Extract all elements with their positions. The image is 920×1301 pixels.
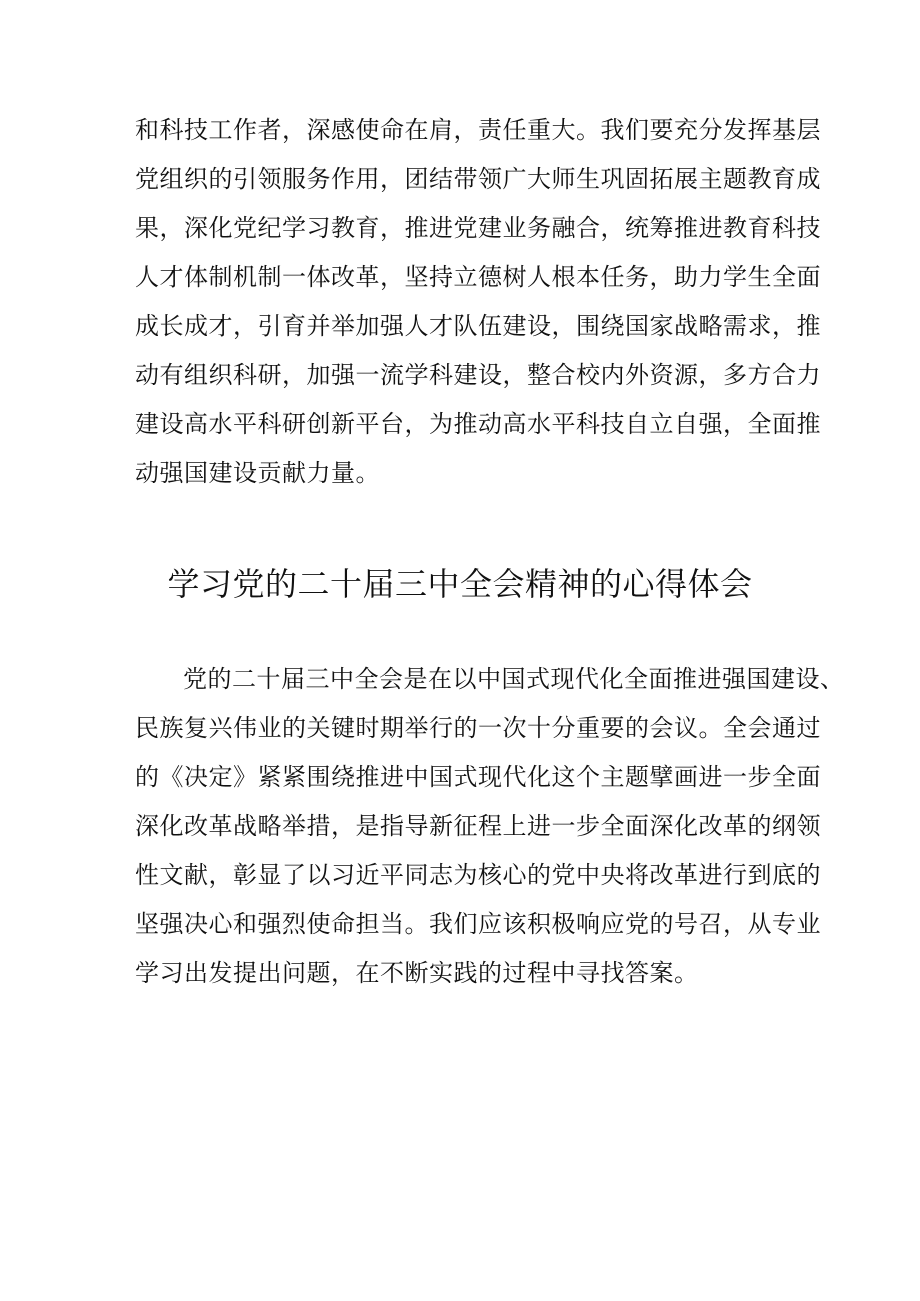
paragraph1-line-1: 和科技工作者，深感使命在肩，责任重大。我们要充分发挥基层	[135, 116, 821, 144]
paragraph1-line-2: 党组织的引领服务作用，团结带领广大师生巩固拓展主题教育成	[135, 165, 821, 193]
paragraph1-line-8: 动强国建设贡献力量。	[135, 459, 380, 487]
paragraph2-line-6: 坚强决心和强烈使命担当。我们应该积极响应党的号召，从专业	[135, 910, 821, 938]
paragraph2-line-1: 党的二十届三中全会是在以中国式现代化全面推进强国建设、	[183, 665, 845, 693]
section-title: 学习党的二十届三中全会精神的心得体会	[167, 565, 753, 603]
paragraph2-line-3: 的《决定》紧紧围绕推进中国式现代化这个主题擘画进一步全面	[135, 763, 821, 791]
paragraph1-line-4: 人才体制机制一体改革，坚持立德树人根本任务，助力学生全面	[135, 263, 821, 291]
paragraph1-line-6: 动有组织科研，加强一流学科建设，整合校内外资源，多方合力	[135, 361, 821, 389]
paragraph1-line-5: 成长成才，引育并举加强人才队伍建设，围绕国家战略需求，推	[135, 312, 821, 340]
paragraph1-line-7: 建设高水平科研创新平台，为推动高水平科技自立自强，全面推	[135, 410, 821, 438]
paragraph2-line-4: 深化改革战略举措，是指导新征程上进一步全面深化改革的纲领	[135, 812, 821, 840]
paragraph1-line-3: 果，深化党纪学习教育，推进党建业务融合，统筹推进教育科技	[135, 214, 821, 242]
paragraph2-line-7: 学习出发提出问题，在不断实践的过程中寻找答案。	[135, 959, 699, 987]
paragraph2-line-2: 民族复兴伟业的关键时期举行的一次十分重要的会议。全会通过	[135, 714, 821, 742]
paragraph2-line-5: 性文献，彰显了以习近平同志为核心的党中央将改革进行到底的	[135, 861, 821, 889]
